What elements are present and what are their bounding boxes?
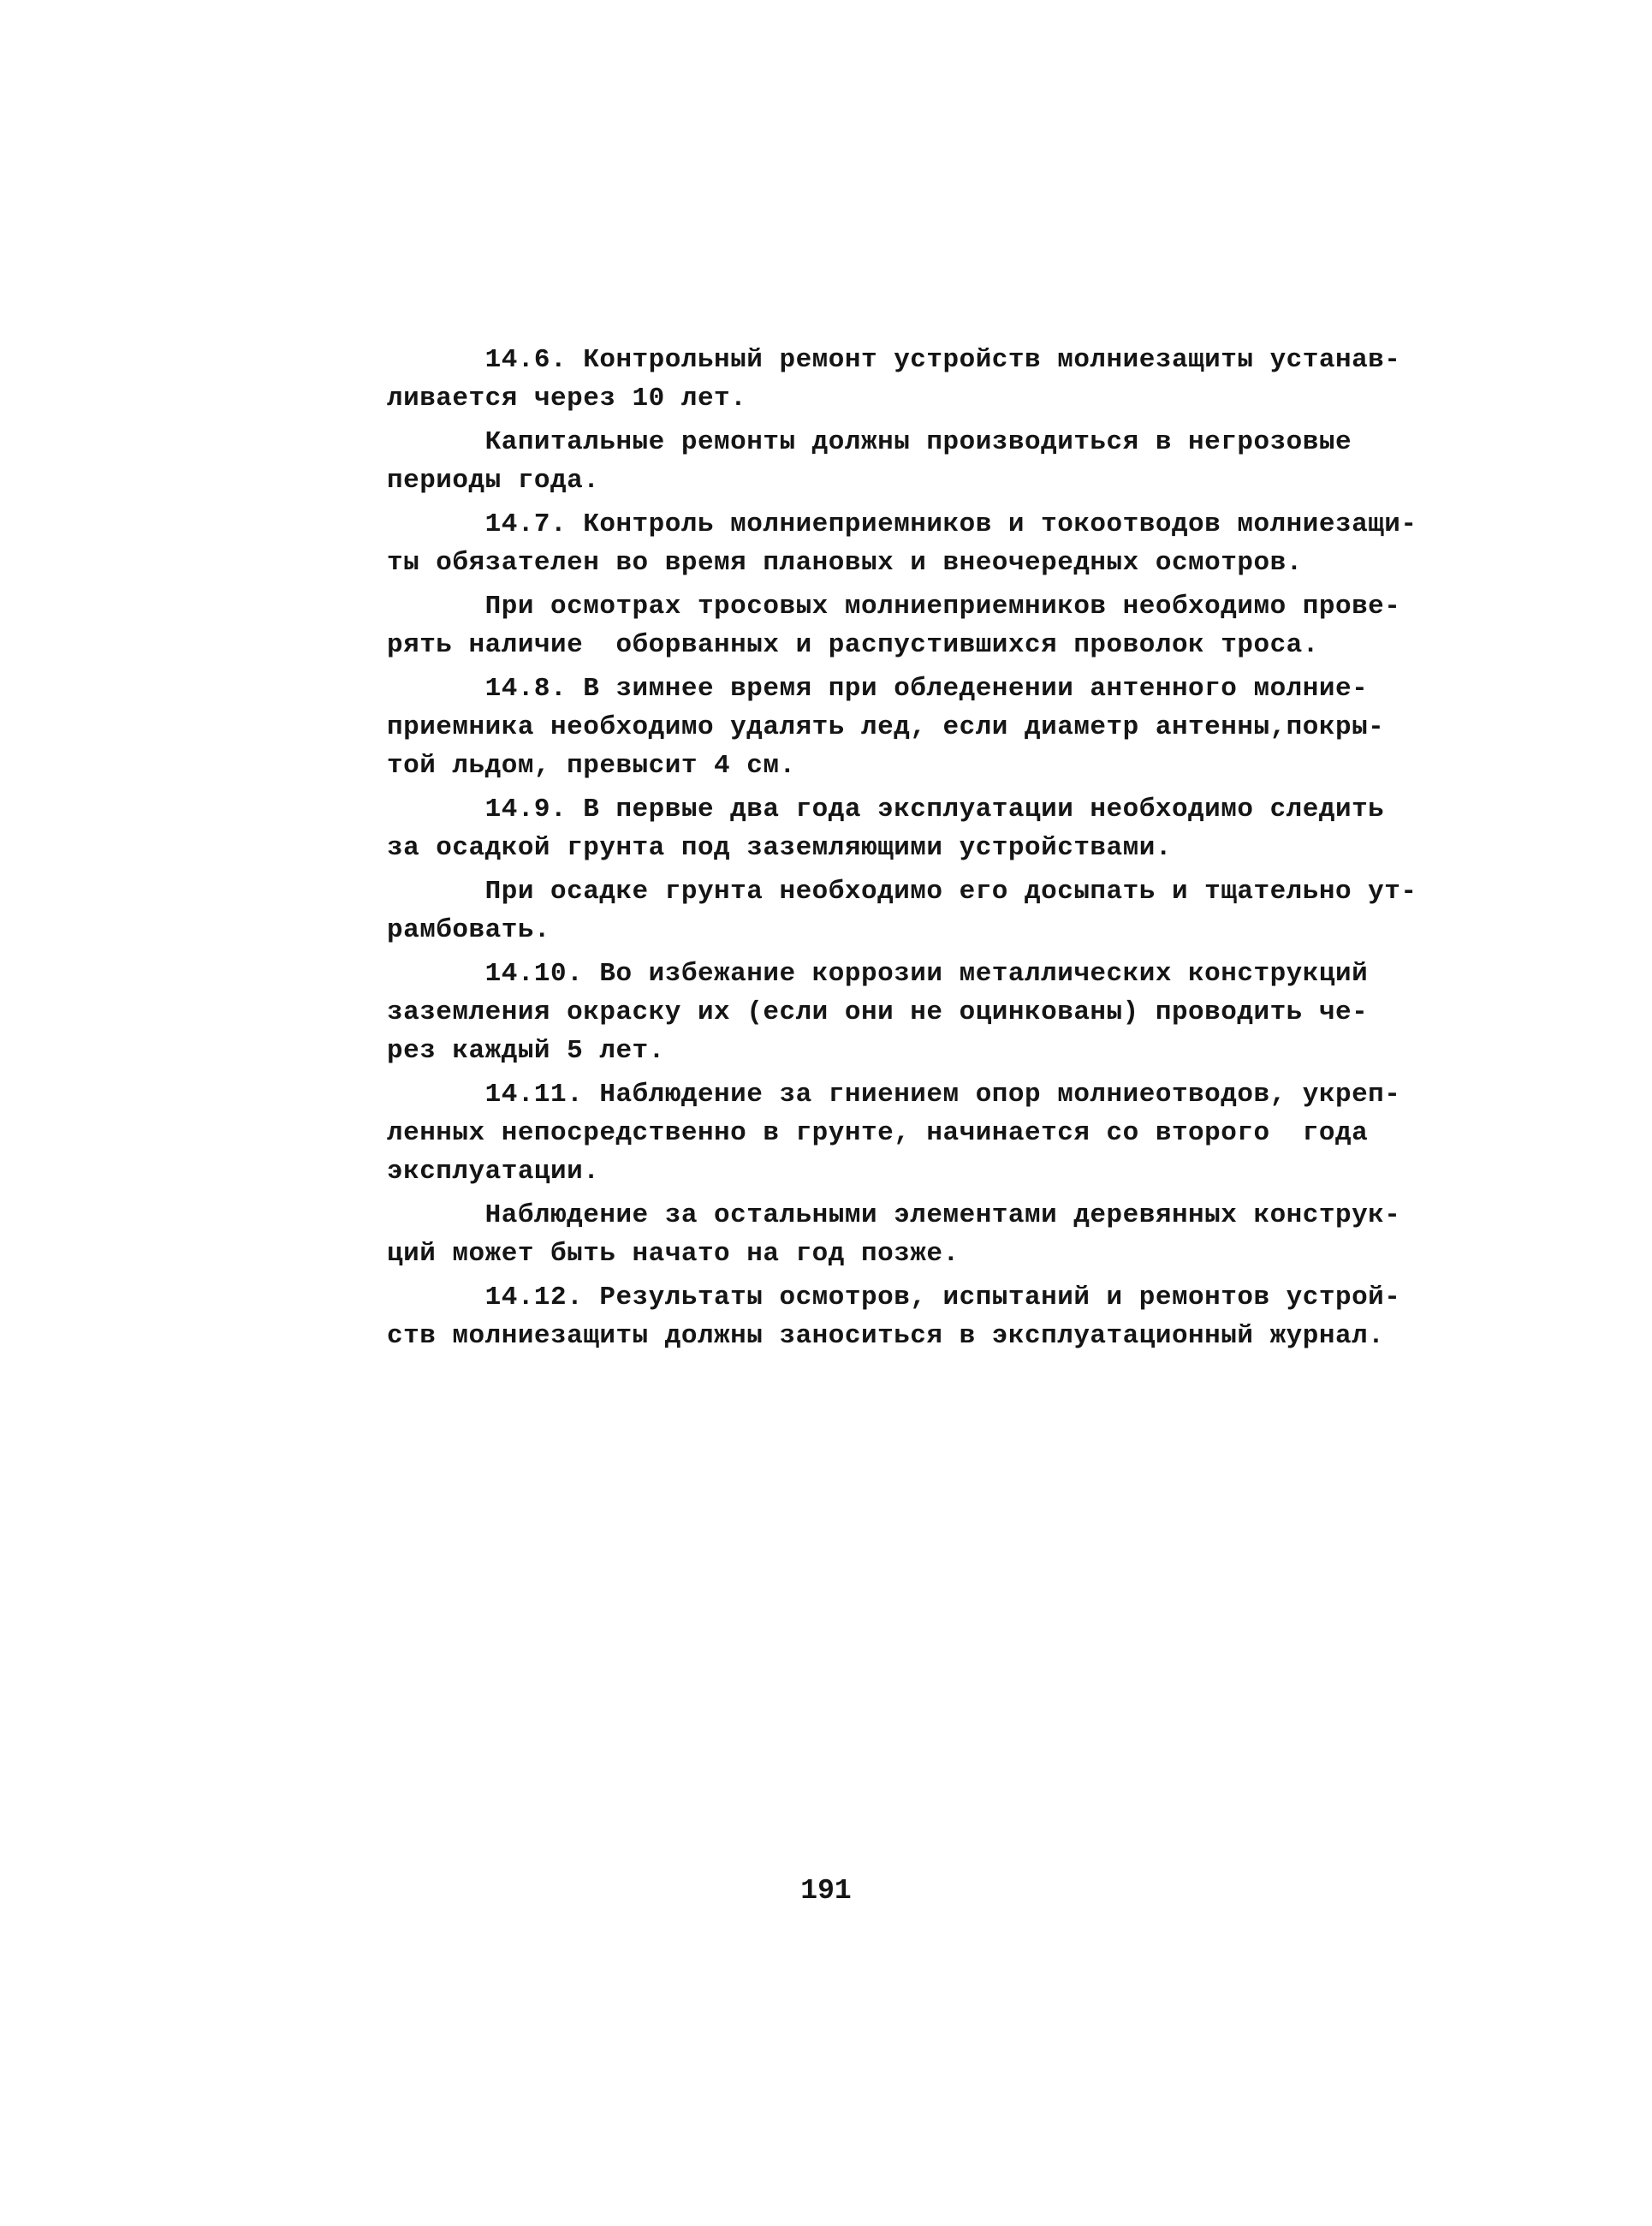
text-line: 14.7. Контроль молниеприемников и токоотводов молниезащи- [387,509,1417,539]
text-line: ленных непосредственно в грунте, начинается со второго года [387,1118,1369,1148]
text-line: При осадке грунта необходимо его досыпать и тщательно ут- [387,877,1417,907]
text-line: приемника необходимо удалять лед, если диаметр антенны,покры- [387,712,1385,742]
text-line: периоды года. [387,466,600,496]
text-line: 14.6. Контрольный ремонт устройств молниезащиты устанав- [387,345,1401,375]
text-line: рять наличие оборванных и распустившихся проволок троса. [387,630,1319,660]
body-text [387,341,1417,1355]
text-line: При осмотрах тросовых молниеприемников необходимо прове- [387,592,1401,622]
page-number: 191 [800,1875,852,1907]
text-line: 14.9. В первые два года эксплуатации необходимо следить [387,795,1385,824]
text-line: ливается через 10 лет. [387,384,747,414]
text-line: ций может быть начато на год позже. [387,1239,960,1269]
text-line: ств молниезащиты должны заноситься в эксплуатационный журнал. [387,1321,1385,1351]
text-line: 14.12. Результаты осмотров, испытаний и ремонтов устрой- [387,1283,1401,1312]
text-line: 14.10. Во избежание коррозии металлических конструкций [387,959,1369,989]
text-line: Наблюдение за остальными элементами деревянных конструк- [387,1200,1401,1230]
text-line: той льдом, превысит 4 см. [387,751,796,781]
text-line: рамбовать. [387,915,551,945]
text-line: рез каждый 5 лет. [387,1036,665,1066]
text-line: 14.11. Наблюдение за гниением опор молниеотводов, укреп- [387,1080,1401,1110]
text-line: Капитальные ремонты должны производиться в негрозовые [387,427,1352,457]
text-line: эксплуатации. [387,1157,600,1187]
text-line: ты обязателен во время плановых и внеочередных осмотров. [387,548,1303,578]
text-line: заземления окраску их (если они не оцинкованы) проводить че- [387,997,1369,1027]
text-line: за осадкой грунта под заземляющими устройствами. [387,833,1172,863]
text-line: 14.8. В зимнее время при обледенении антенного молние- [387,674,1369,704]
